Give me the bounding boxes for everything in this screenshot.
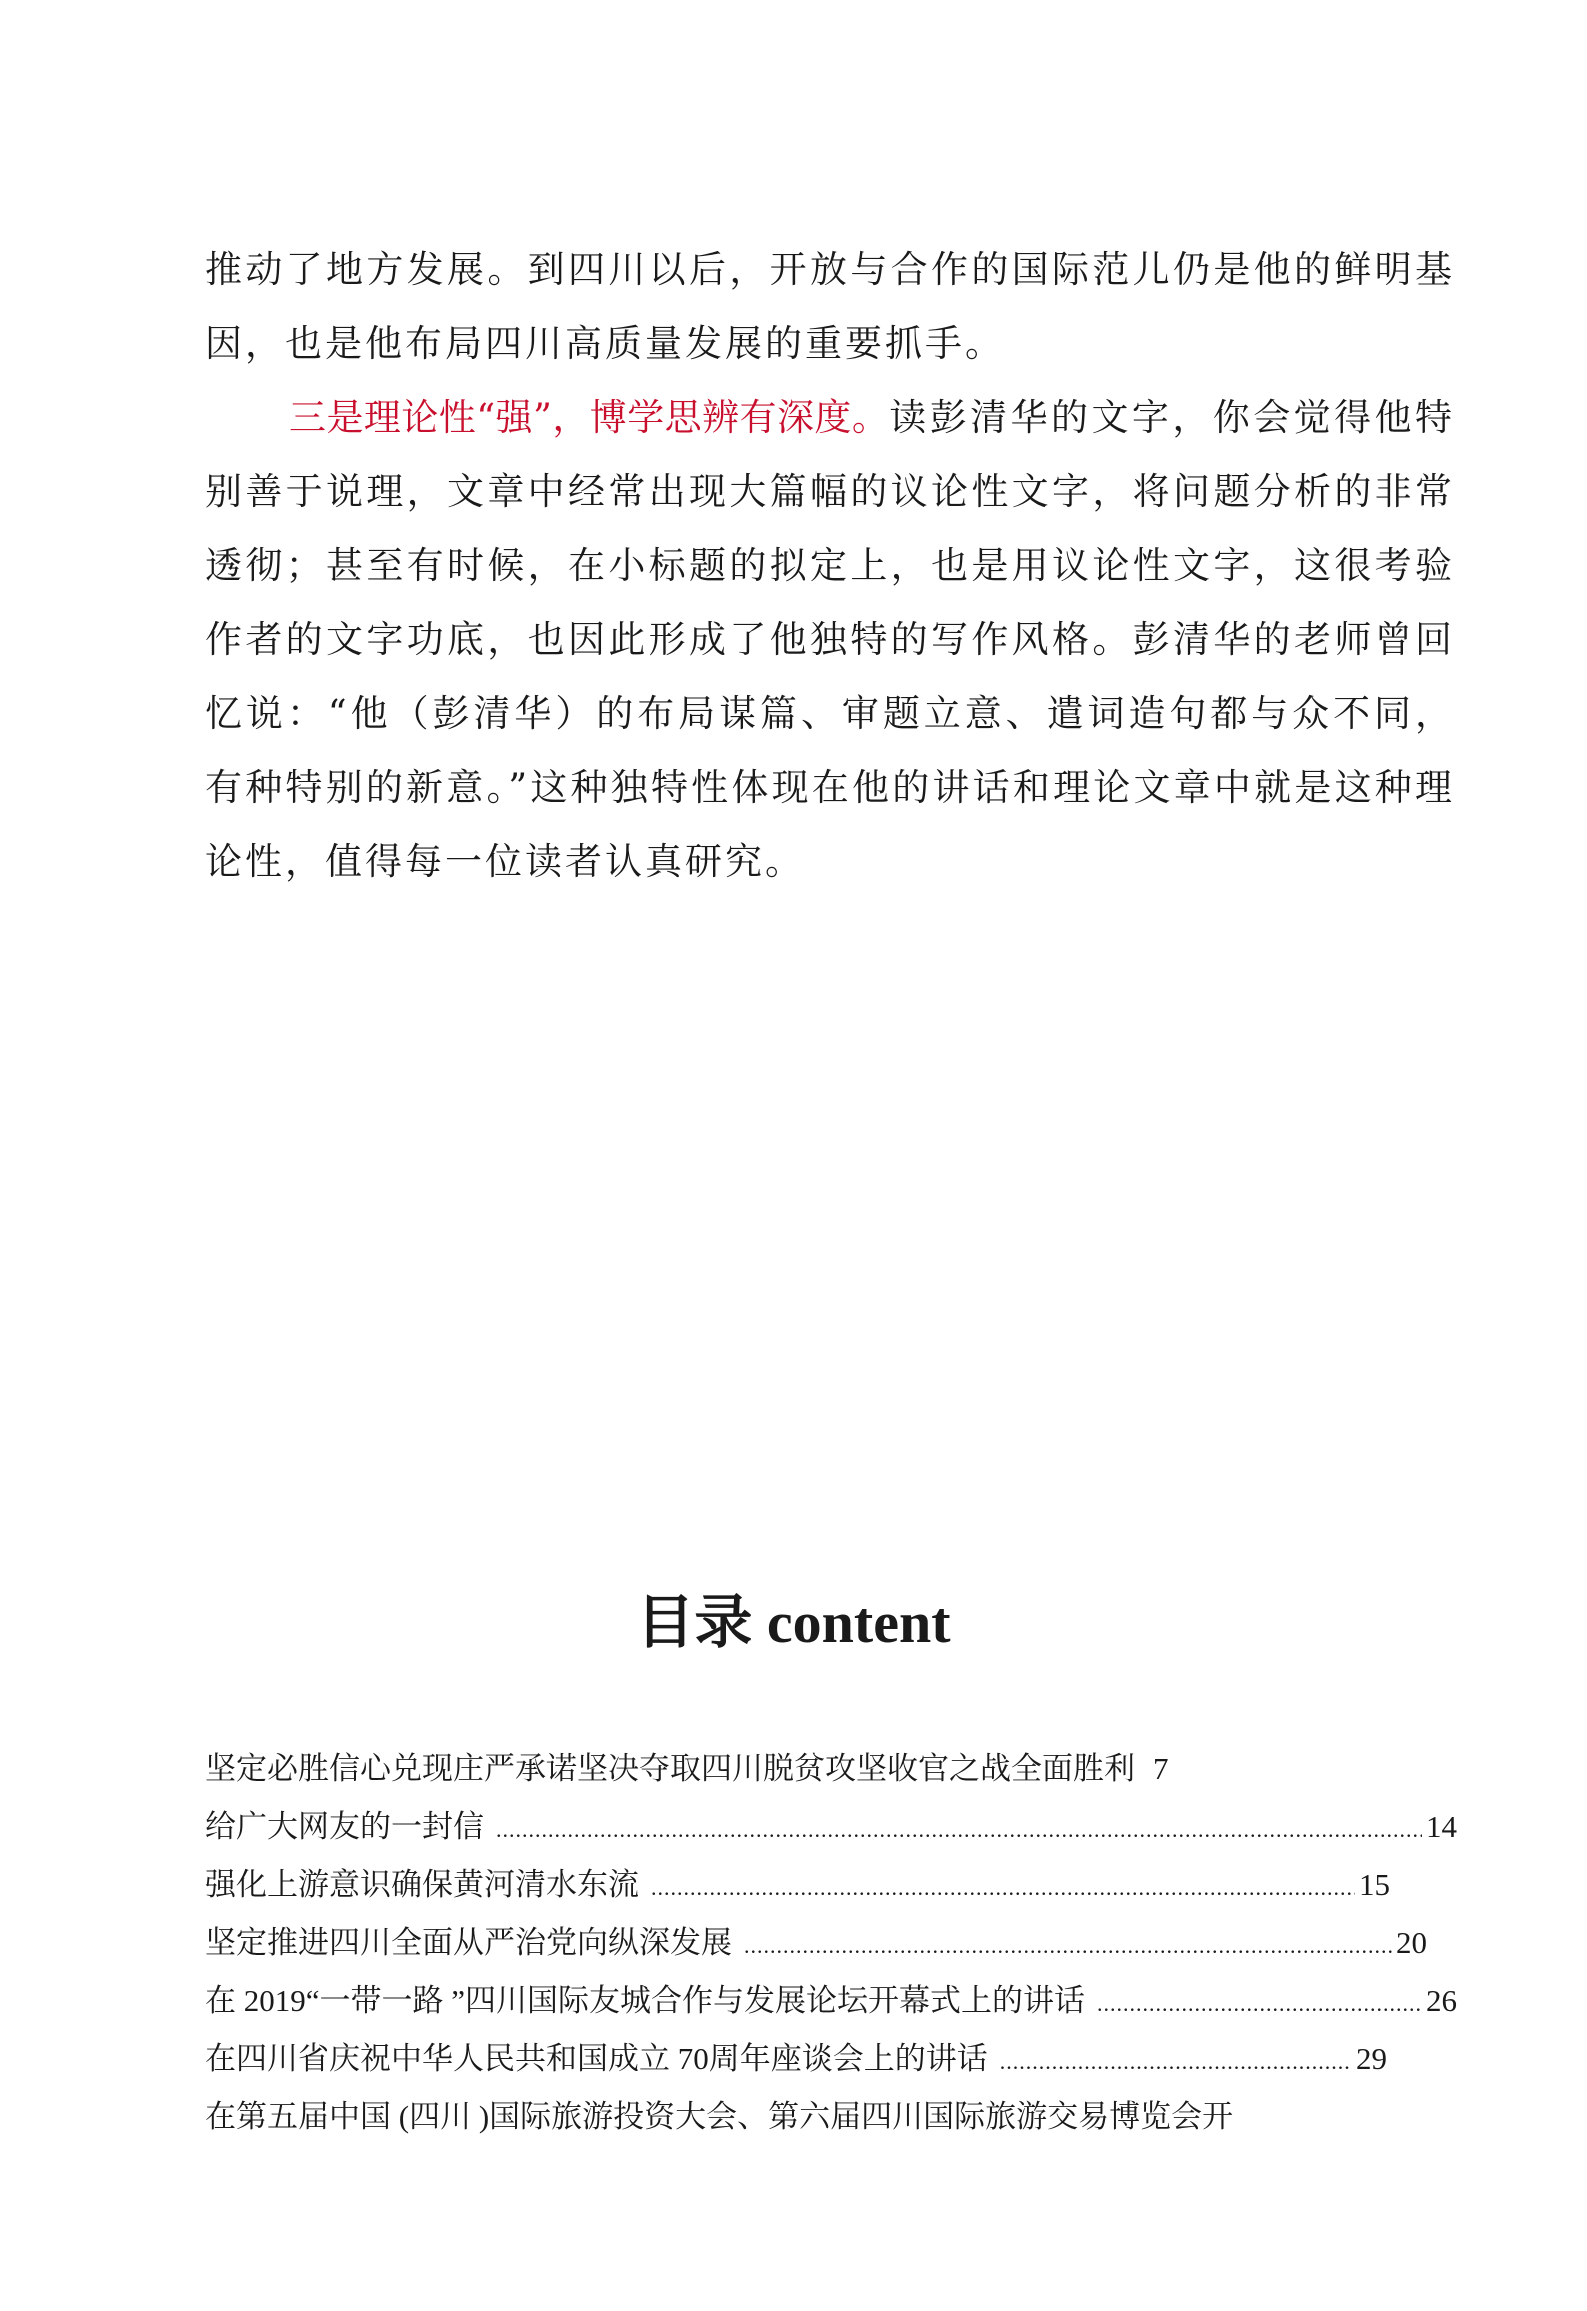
paragraph-theory-text: 读彭清华的文字，你会觉得他特别善于说理，文章中经常出现大篇幅的议论性文字，将问题分析的非常透彻；甚至有时候，在小标题的拟定上，也是用议论性文字，这很考验作者的文字功底，也因此形成了他独特的写作风格。彭清华的老师曾回忆说：“他（彭清华）的布局谋篇、审题立意、遣词造句都与众不同，有种特别的新意。”这种独特性体现在他的讲话和理论文章中就是这种理论性，值得每一位读者认真研究。 xyxy=(205,396,1455,883)
toc-entry[interactable] xyxy=(205,1798,1457,1856)
toc-entry[interactable] xyxy=(205,1972,1457,2030)
toc-entry-title: 给广大网友的一封信 xyxy=(205,1809,484,1844)
paragraph-theory xyxy=(205,381,1455,899)
toc-entry[interactable] xyxy=(205,1914,1427,1972)
toc-entry-title: 在第五届中国 (四川 )国际旅游投资大会、第六届四川国际旅游交易博览会开 xyxy=(205,2099,1234,2134)
toc-entry[interactable] xyxy=(205,1740,1457,1798)
toc-entry-title: 坚定推进四川全面从严治党向纵深发展 xyxy=(205,1925,732,1960)
toc-entry[interactable] xyxy=(205,2030,1387,2088)
toc-title: 目录 content xyxy=(636,1590,951,1655)
toc-entry-page: 7 xyxy=(1153,1751,1169,1786)
paragraph-continuation: 推动了地方发展。到四川以后，开放与合作的国际范儿仍是他的鲜明基因，也是他布局四川高质量发展的重要抓手。 xyxy=(205,248,1455,365)
toc-entry-title: 在四川省庆祝中华人民共和国成立 70周年座谈会上的讲话 xyxy=(205,2041,988,2076)
table-of-contents xyxy=(205,1740,1457,2146)
toc-leader-dots xyxy=(1097,1975,1422,2033)
section-heading-highlight: 三是理论性“强”，博学思辨有深度。 xyxy=(289,396,890,439)
toc-entry-title: 坚定必胜信心兑现庄严承诺坚决夺取四川脱贫攻坚收官之战全面胜利 xyxy=(205,1751,1135,1786)
toc-entry-title: 强化上游意识确保黄河清水东流 xyxy=(205,1867,639,1902)
toc-entry-title: 在 2019“一带一路 ”四川国际友城合作与发展论坛开幕式上的讲话 xyxy=(205,1983,1086,2018)
body-text xyxy=(205,233,1455,899)
toc-entry-page: 15 xyxy=(1359,1867,1390,1902)
toc-leader-dots xyxy=(496,1801,1422,1859)
toc-entry-page: 20 xyxy=(1396,1925,1427,1960)
toc-entry[interactable] xyxy=(205,2088,1457,2146)
toc-entry-page: 26 xyxy=(1426,1983,1457,2018)
toc-leader-dots xyxy=(651,1859,1355,1917)
toc-entry-page: 29 xyxy=(1356,2041,1387,2076)
toc-entry[interactable] xyxy=(205,1856,1390,1914)
toc-entry-page: 14 xyxy=(1426,1809,1457,1844)
toc-leader-dots xyxy=(744,1917,1392,1975)
toc-leader-dots xyxy=(1000,2033,1352,2091)
